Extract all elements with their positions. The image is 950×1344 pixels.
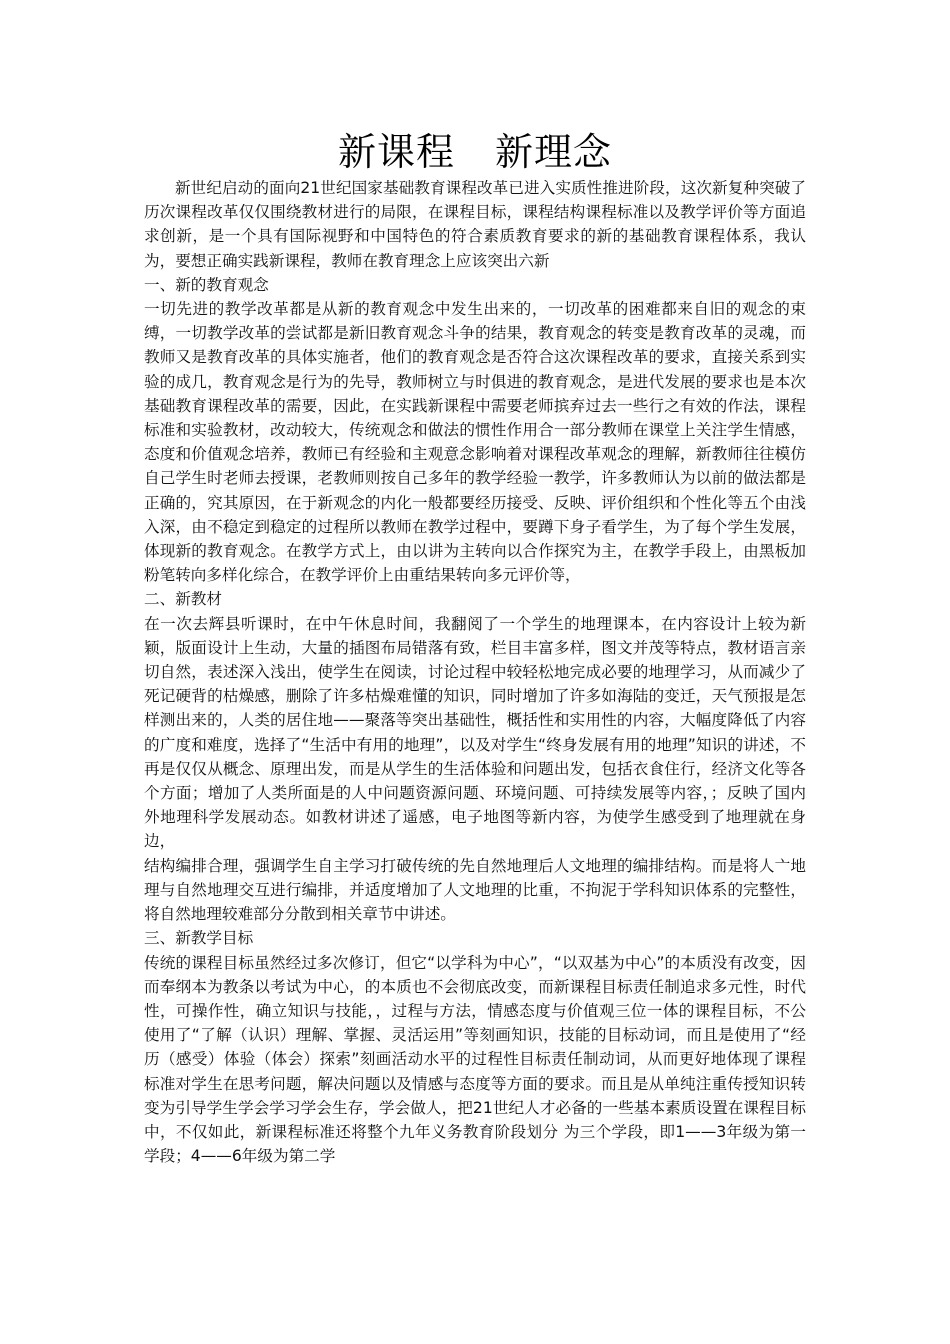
body-paragraph: 在一次去辉县听课时，在中午休息时间，我翻阅了一个学生的地理课本，在内容设计上较为新颖，版面设计上生动，大量的插图布局错落有致，栏目丰富多样，图文并茂等特点，教材语言亲切自然，表述深入浅出，使学生在阅读，讨论过程中较轻松地完成必要的地理学习，从而减少了死记硬背的枯燥感，删除了许多枯燥难懂的知识，同时增加了许多如海陆的变迁，天气预报是怎样测出来的，人类的居住地——聚落等突出基础性，概括性和实用性的内容，大幅度降低了内容的广度和难度，选择了“生活中有用的地理”，以及对学生“终身发展有用的地理”知识的讲述，不再是仅仅从概念、原理出发，而是从学生的生活体验和问题出发，包括衣食住行，经济文化等各个方面；增加了人类所面是的人中问题资源问题、环境问题、可持续发展等内容，；反映了国内外地理科学发展动态。如教材讲述了遥感，电子地图等新内容，为使学生感受到了地理就在身边， <box>144 614 806 851</box>
page-title <box>0 128 950 176</box>
title-part-1: 新课程 <box>337 130 455 174</box>
body-paragraph: 结构编排合理，强调学生自主学习打破传统的先自然地理后人文地理的编排结构。而是将人亠地理与自然地理交互进行编排，并适度增加了人文地理的比重，不拘泥于学科知识体系的完整性，将自然地理较难部分分散到相关章节中讲述。 <box>144 856 806 924</box>
section-heading: 二、新教材 <box>144 590 222 609</box>
body-paragraph: 传统的课程目标虽然经过多次修订，但它“以学科为中心”，“以双基为中心”的本质没有改变，因而奉纲本为教条以考试为中心，的本质也不会彻底改变，而新课程目标责任制追求多元性，时代性，可操作性，确立知识与技能，，过程与方法，情感态度与价值观三位一体的课程目标，不公使用了“了解（认识）理解、掌握、灵活运用”等刻画知识，技能的目标动词，而且是使用了“经历（感受）体验（体会）探索”刻画活动水平的过程性目标责任制动词，从而更好地体现了课程标准对学生在思考问题，解决问题以及情感与态度等方面的要求。而且是从单纯注重传授知识转变为引导学生学会学习学会生存，学会做人，把21世纪人才必备的一些基本素质设置在课程目标中，不仅如此，新课程标准还将整个九年义务教育阶段划分 为三个学段，即1——3年级为第一学段；4——6年级为第二学 <box>144 953 806 1166</box>
intro-paragraph: 新世纪启动的面向21世纪国家基础教育课程改革已进入实质性推进阶段，这次新复种突破了历次课程改革仅仅围绕教材进行的局限，在课程目标，课程结构课程标准以及教学评价等方面追求创新，是一个具有国际视野和中国特色的符合素质教育要求的新的基础教育课程体系，我认为，要想正确实践新课程，教师在教育理念上应该突出六新 <box>144 179 806 270</box>
section-heading: 三、新教学目标 <box>144 929 254 948</box>
document-body <box>144 176 806 1168</box>
title-part-2: 新理念 <box>495 130 613 174</box>
section-heading: 一、新的教育观念 <box>144 275 269 294</box>
body-paragraph: 一切先进的教学改革都是从新的教育观念中发生出来的，一切改革的困难都来自旧的观念的束缚，一切教学改革的尝试都是新旧教育观念斗争的结果，教育观念的转变是教育改革的灵魂，而教师又是教育改革的具体实施者，他们的教育观念是否符合这次课程改革的要求，直接关系到实验的成几，教育观念是行为的先导，教师树立与时俱进的教育观念，是进代发展的要求也是本次基础教育课程改革的需要，因此，在实践新课程中需要老师摈弃过去一些行之有效的作法，课程标准和实验教材，改动较大，传统观念和做法的惯性作用合一部分教师在课堂上关注学生情感，态度和价值观念培养，教师已有经验和主观意念影响着对课程改革观念的理解，新教师往往模仿自己学生时老师去授课，老教师则按自己多年的教学经验一教学，许多教师认为以前的做法都是正确的，究其原因，在于新观念的内化一般都要经历接受、反映、评价组织和个性化等五个由浅入深，由不稳定到稳定的过程所以教师在教学过程中，要蹲下身子看学生，为了每个学生发展，体现新的教育观念。在教学方式上，由以讲为主转向以合作探究为主，在教学手段上，由黑板加粉笔转向多样化综合，在教学评价上由重结果转向多元评价等， <box>144 300 806 585</box>
